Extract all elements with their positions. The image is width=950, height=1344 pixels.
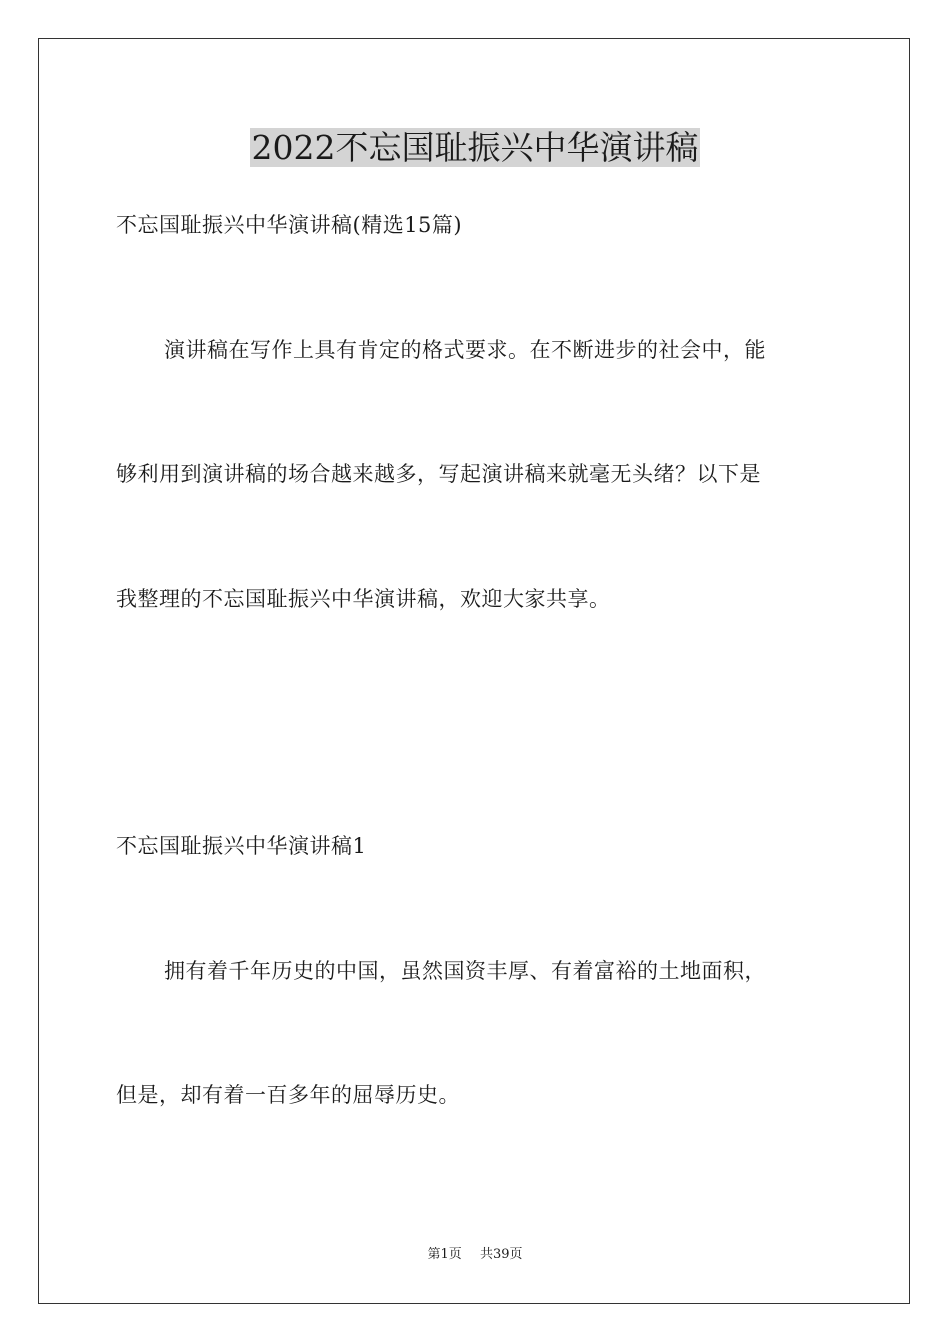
intro-line-2: 够利用到演讲稿的场合越来越多，写起演讲稿来就毫无头绪？以下是 bbox=[116, 462, 761, 486]
page-number-total: 共39页 bbox=[479, 1247, 523, 1262]
intro-line-3: 我整理的不忘国耻振兴中华演讲稿，欢迎大家共享。 bbox=[116, 587, 611, 611]
page-footer bbox=[0, 1246, 950, 1264]
page-number-current: 第1页 bbox=[427, 1247, 462, 1262]
intro-line-1: 演讲稿在写作上具有肯定的格式要求。在不断进步的社会中，能 bbox=[164, 338, 766, 362]
section-line-1: 拥有着千年历史的中国，虽然国资丰厚、有着富裕的土地面积， bbox=[164, 959, 766, 983]
section-heading: 不忘国耻振兴中华演讲稿1 bbox=[116, 834, 367, 858]
document-title bbox=[0, 124, 950, 172]
section-line-2: 但是，却有着一百多年的屈辱历史。 bbox=[116, 1083, 460, 1107]
document-title-text: 2022不忘国耻振兴中华演讲稿 bbox=[251, 128, 699, 167]
document-subtitle: 不忘国耻振兴中华演讲稿(精选15篇) bbox=[116, 213, 463, 237]
